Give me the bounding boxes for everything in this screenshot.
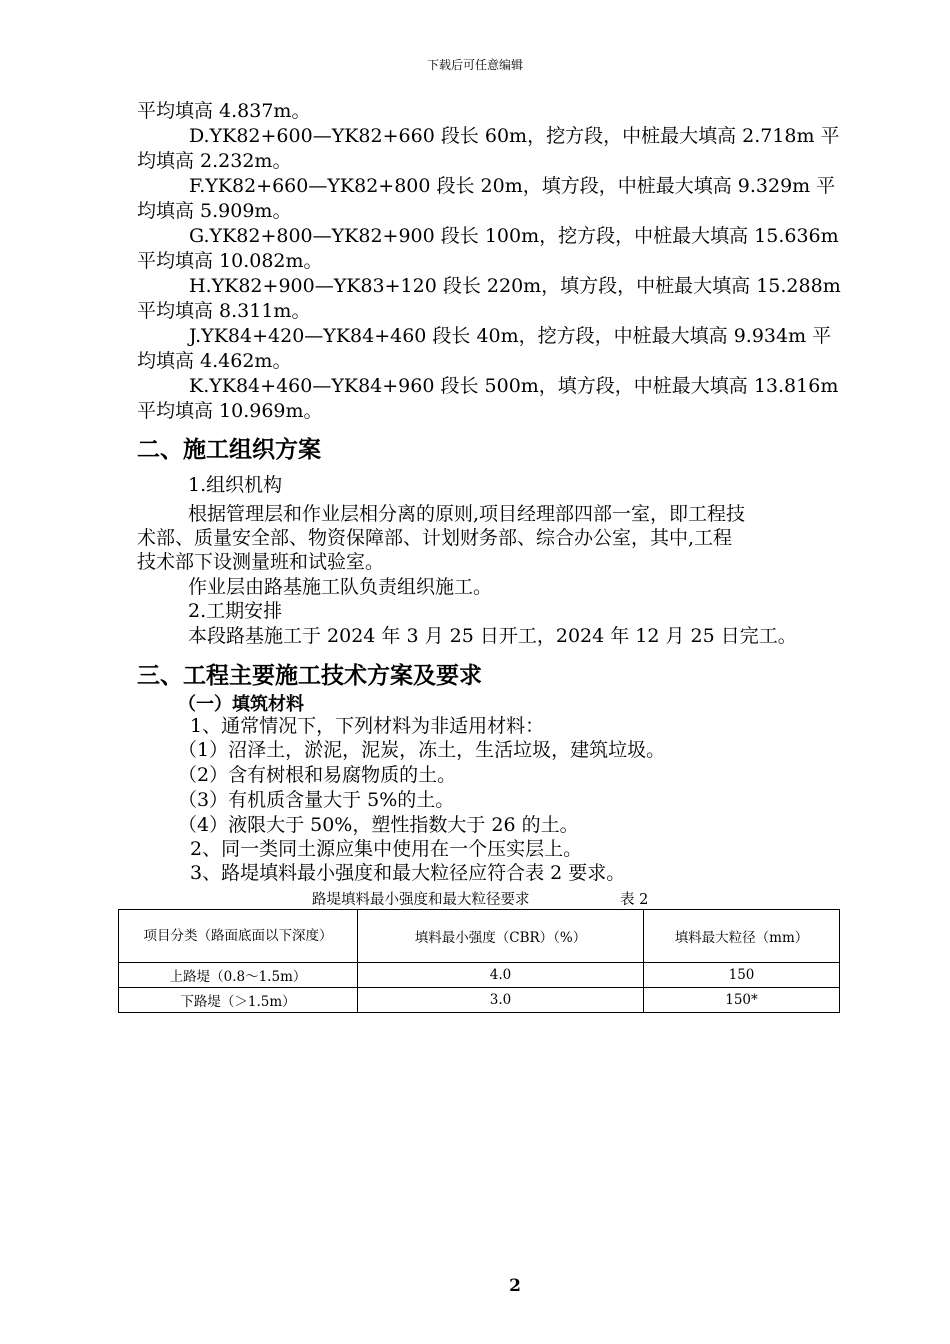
text-line: 本段路基施工于 2024 年 3 月 25 日开工，2024 年 12 月 25 日完工。	[188, 625, 797, 647]
table-cell: 150	[644, 963, 840, 988]
table-header-row	[119, 910, 840, 963]
requirements-table	[118, 909, 840, 1013]
text-line: 术部、质量安全部、物资保障部、计划财务部、综合办公室，其中,工程	[137, 527, 733, 549]
text-line: K.YK84+460—YK84+960 段长 500m，填方段，中桩最大填高 13.816m	[189, 375, 839, 397]
text-line: F.YK82+660—YK82+800 段长 20m，填方段，中桩最大填高 9.329m 平	[189, 175, 836, 197]
list-item: （3）有机质含量大于 5%的土。	[178, 789, 455, 811]
text-line: 平均填高 10.969m。	[137, 400, 323, 422]
column-header: 项目分类（路面底面以下深度）	[119, 910, 358, 963]
list-item: （2）含有树根和易腐物质的土。	[178, 764, 457, 786]
column-header: 填料最大粒径（mm）	[644, 910, 840, 963]
section-heading: 三、工程主要施工技术方案及要求	[137, 663, 482, 689]
text-line: D.YK82+600—YK82+660 段长 60m，挖方段，中桩最大填高 2.718m 平	[189, 125, 840, 147]
table-row	[119, 988, 840, 1013]
column-header: 填料最小强度（CBR）（%）	[358, 910, 644, 963]
table-cell: 3.0	[358, 988, 644, 1013]
page-number: 2	[509, 1276, 521, 1296]
table-caption: 路堤填料最小强度和最大粒径要求	[312, 892, 530, 908]
text-line: 根据管理层和作业层相分离的原则,项目经理部四部一室，即工程技	[188, 503, 746, 525]
table-cell: 下路堤（＞1.5m）	[119, 988, 358, 1013]
table-cell: 150*	[644, 988, 840, 1013]
text-line: 均填高 4.462m。	[137, 350, 292, 372]
list-item: （4）液限大于 50%，塑性指数大于 26 的土。	[178, 814, 579, 836]
list-item: （1）沼泽土，淤泥，泥炭，冻土，生活垃圾，建筑垃圾。	[178, 739, 666, 761]
list-item: 2、同一类同土源应集中使用在一个压实层上。	[190, 838, 583, 860]
text-line: H.YK82+900—YK83+120 段长 220m，填方段，中桩最大填高 15.288m	[189, 275, 841, 297]
list-item: 1、通常情况下，下列材料为非适用材料：	[190, 715, 545, 737]
text-line: 作业层由路基施工队负责组织施工。	[188, 576, 493, 598]
text-line: 均填高 2.232m。	[137, 150, 292, 172]
table-cell: 上路堤（0.8～1.5m）	[119, 963, 358, 988]
table-row	[119, 963, 840, 988]
list-item: 3、路堤填料最小强度和最大粒径应符合表 2 要求。	[190, 862, 626, 884]
text-line: 平均填高 4.837m。	[137, 100, 311, 122]
table-number: 表 2	[620, 892, 649, 908]
table-cell: 4.0	[358, 963, 644, 988]
subheading: 2.工期安排	[188, 600, 283, 622]
text-line: 平均填高 8.311m。	[137, 300, 311, 322]
text-line: 平均填高 10.082m。	[137, 250, 323, 272]
subheading: 1.组织机构	[188, 474, 283, 496]
section-heading: 二、施工组织方案	[137, 437, 321, 463]
page-header: 下载后可任意编辑	[426, 58, 523, 72]
text-line: G.YK82+800—YK82+900 段长 100m，挖方段，中桩最大填高 15.636m	[189, 225, 839, 247]
text-line: J.YK84+420—YK84+460 段长 40m，挖方段，中桩最大填高 9.934m 平	[189, 325, 832, 347]
text-line: 技术部下设测量班和试验室。	[137, 551, 385, 573]
text-line: 均填高 5.909m。	[137, 200, 292, 222]
subheading: （一）填筑材料	[178, 694, 304, 715]
